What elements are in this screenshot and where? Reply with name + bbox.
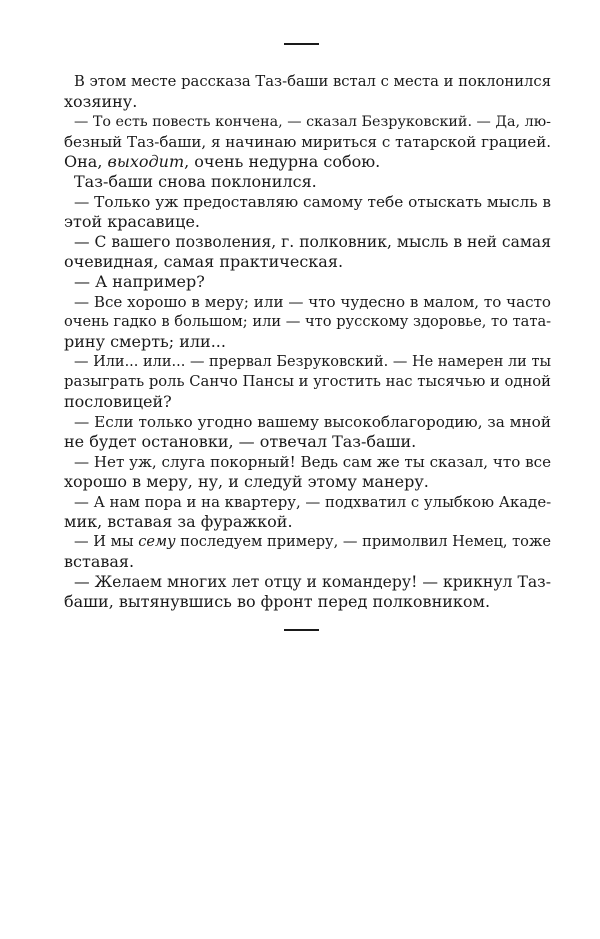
text-line	[64, 152, 551, 172]
text-line: — Желаем многих лет отцу и командеру! — крикнул Таз-	[74, 572, 551, 591]
text-line: очевидная, самая практическая.	[64, 252, 344, 271]
text-line: — А например?	[74, 272, 205, 291]
text-line: — Все хорошо в меру; или — что чудесно в малом, то часто	[74, 293, 551, 311]
text-line: — С вашего позволения, г. полковник, мысль в ней самая	[74, 233, 551, 251]
text-line	[64, 532, 551, 552]
text-line: — Нет уж, слуга покорный! Ведь сам же ты сказал, что все	[74, 453, 551, 471]
text-line: этой красавице.	[64, 212, 200, 231]
italic-word: выходит	[107, 152, 185, 171]
italic-word: сему	[138, 533, 176, 550]
text-segment: , очень недурна собою.	[184, 152, 381, 171]
text-line: — Только уж предоставляю самому тебе отыскать мысль в	[74, 193, 551, 211]
text-line: безный Таз-баши, я начинаю мириться с татарской грацией.	[64, 133, 551, 151]
text-line: очень гадко в большом; или — что русскому здоровье, то тата-	[64, 313, 551, 330]
text-segment: — И мы	[74, 533, 139, 550]
text-line: — Или... или... — прервал Безруковский. — Не намерен ли ты	[74, 354, 551, 370]
text-line: хорошо в меру, ну, и следуй этому манеру.	[64, 472, 429, 491]
text-line: баши, вытянувшись во фронт перед полковником.	[64, 592, 491, 611]
text-segment: последуем примеру, — примолвил Немец, тоже	[175, 533, 551, 550]
bottom-divider-rule	[284, 629, 319, 631]
text-line: — А нам пора и на квартеру, — подхватил с улыбкою Акаде-	[74, 493, 551, 511]
text-line: рину смерть; или...	[64, 332, 226, 351]
text-line: — То есть повесть кончена, — сказал Безруковский. — Да, лю-	[74, 114, 551, 130]
text-line: — Если только угодно вашему высокоблагородию, за мной	[74, 413, 551, 431]
text-line: вставая.	[64, 552, 135, 571]
text-line: В этом месте рассказа Таз-баши встал с места и поклонился	[74, 73, 551, 90]
body-text	[64, 72, 551, 612]
text-line: разыграть роль Санчо Пансы и угостить нас тысячью и одной	[64, 373, 551, 390]
text-line: Таз-баши снова поклонился.	[74, 172, 317, 191]
text-segment: Она,	[64, 152, 108, 171]
text-line: мик, вставая за фуражкой.	[64, 512, 293, 531]
text-line: не будет остановки, — отвечал Таз-баши.	[64, 432, 417, 451]
top-divider-rule	[284, 43, 319, 45]
text-line: пословицей?	[64, 392, 172, 411]
text-line: хозяину.	[64, 92, 138, 111]
